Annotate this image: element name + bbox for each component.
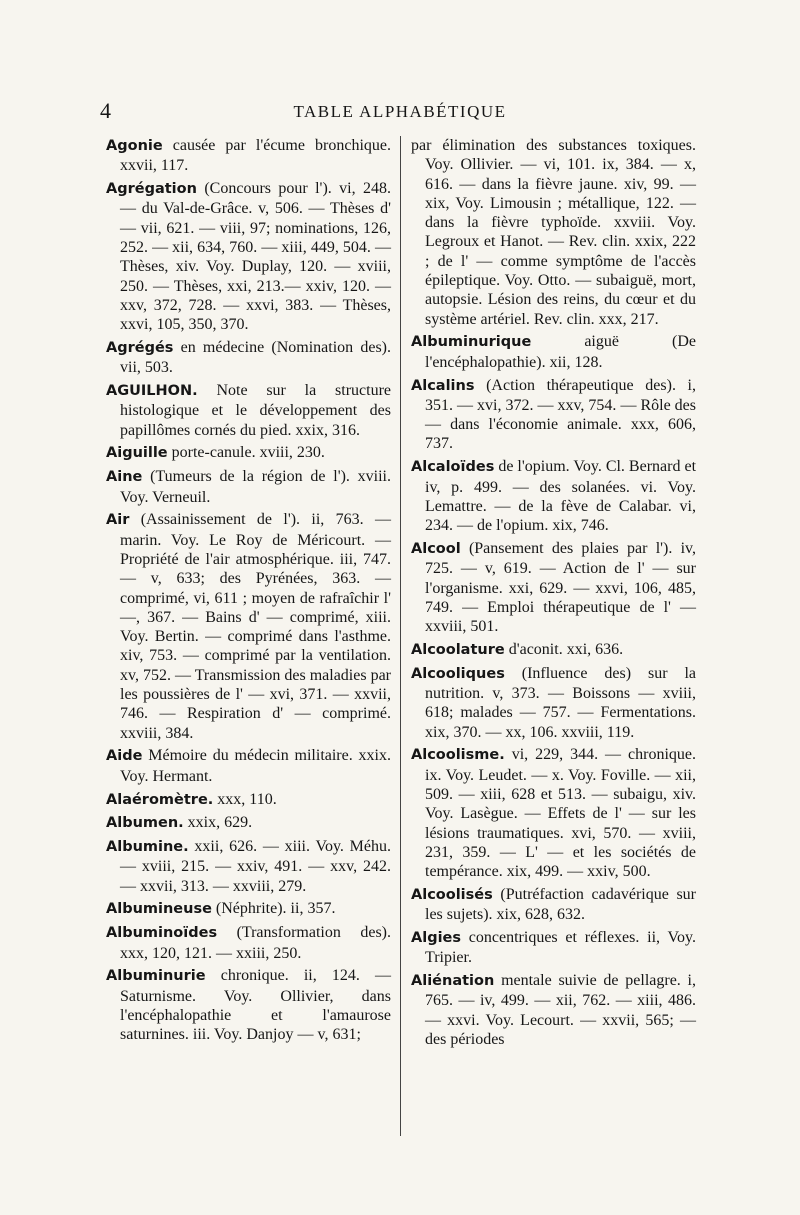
entry-references: (Pansement des plaies par l'). iv, 725. — v, 619. — Action de l' — sur l'organisme. xxi, 629. — xxvi, 106, 485, 749. — Emploi thérapeutique de l' — xxviii, 501. xyxy=(425,539,697,636)
index-entry xyxy=(106,179,391,334)
entry-references: (Transformation des). xxx, 120, 121. — xxiii, 250. xyxy=(120,924,391,962)
entry-headword: Alcoolature xyxy=(411,641,505,658)
index-entry xyxy=(106,923,391,963)
entry-headword: Agrégation xyxy=(106,181,197,198)
entry-headword: Aide xyxy=(106,748,143,765)
index-entry xyxy=(106,510,391,743)
entry-references: (Putréfaction cadavérique sur les sujets). xix, 628, 632. xyxy=(425,885,697,924)
index-entry xyxy=(106,813,391,833)
index-entry xyxy=(106,467,391,507)
entry-references: porte-canule. xviii, 230. xyxy=(171,444,325,462)
entry-references: (Influence des) sur la nutrition. v, 373. — Boissons — xviii, 618; malades — 757. — Fermentations. xix, 370. — xx, 106. xxviii, 119. xyxy=(425,664,696,741)
entry-headword: Algies xyxy=(411,930,462,947)
entry-references: vi, 229, 344. — chronique. ix. Voy. Leudet. — x. Voy. Foville. — xii, 509. — xiii, 628 et 513. — subaigu, xiv. Voy. Lasègue. — Effets de l' — sur les lésions traumatiques. xvi, 570. — xviii, 231, 359. — L' — et les sociétés de tempérance. xix, 499. — xxiv, 500. xyxy=(425,746,696,881)
entry-references: (Action thérapeutique des). i, 351. — xvi, 372. — xxv, 754. — Rôle des — dans l'économie animale. xxx, 606, 737. xyxy=(425,376,697,453)
index-entry xyxy=(106,381,391,440)
entry-references: de l'opium. Voy. Cl. Bernard et iv, p. 499. — des solanées. vi. Voy. Lemattre. — de la fève de Calabar. vi, 234. — de l'opium. xix, 746. xyxy=(425,458,697,535)
entry-headword: Alcalins xyxy=(411,377,475,394)
entry-headword: Alcooliques xyxy=(411,665,505,682)
entry-references: (Concours pour l'). vi, 248. — du Val-de-Grâce. v, 506. — Thèses d' — vii, 621. — viii, 97; nominations, 126, 252. — xii, 634, 760. — xiii, 449, 504. — Thèses, xiv. Voy. Duplay, 120. — xviii, 250. — Thèses, xxi, 213.— xxiv, 120. — xxv, 372, 728. — xxvi, 383. — Thèses, xxvi, 105, 350, 370. xyxy=(120,180,392,334)
right-column xyxy=(411,136,696,1053)
page-number: 4 xyxy=(100,98,111,123)
entry-references: mentale suivie de pellagre. i, 765. — iv, 499. — xii, 762. — xiii, 486. — xxvi. Voy. Lecourt. — xxvii, 565; — des périodes xyxy=(425,972,697,1049)
entry-headword: AGUILHON. xyxy=(106,383,198,400)
entry-references: (Néphrite). ii, 357. xyxy=(215,900,336,918)
entry-headword: Alcaloïdes xyxy=(411,459,495,476)
entry-headword: Aiguille xyxy=(106,445,168,462)
entry-references: causée par l'écume bronchique. xxvii, 117. xyxy=(120,137,391,175)
entry-references: Note sur la structure histologique et le développement des papillômes cornés du pied. xxix, 316. xyxy=(120,382,391,439)
index-entry xyxy=(411,332,696,372)
entry-references: chronique. ii, 124. — Saturnisme. Voy. Ollivier, dans l'encéphalopathie et l'amaurose saturnines. iii. Voy. Danjoy — v, 631; xyxy=(120,967,391,1044)
running-title: TABLE ALPHABÉTIQUE xyxy=(293,102,507,121)
entry-headword: Albumineuse xyxy=(106,901,212,918)
index-entry xyxy=(106,837,391,896)
entry-references: concentriques et réflexes. ii, Voy. Tripier. xyxy=(425,929,696,967)
index-entry xyxy=(106,136,391,176)
entry-headword: Albumen. xyxy=(106,815,184,832)
index-entry xyxy=(411,640,696,660)
entry-references: (Tumeurs de la région de l'). xviii. Voy. Verneuil. xyxy=(120,468,392,506)
entry-references: xxii, 626. — xiii. Voy. Méhu. — xviii, 215. — xxiv, 491. — xxv, 242. — xxvii, 313. — xxviii, 279. xyxy=(120,838,392,895)
entry-references: xxix, 629. xyxy=(187,814,253,832)
entry-headword: Air xyxy=(106,512,130,529)
entry-headword: Albumine. xyxy=(106,839,189,856)
entry-references: d'aconit. xxi, 636. xyxy=(508,640,624,658)
entry-headword: Agonie xyxy=(106,138,163,154)
index-entry xyxy=(106,338,391,378)
index-entry xyxy=(106,746,391,786)
index-entry xyxy=(411,136,696,329)
index-entry xyxy=(411,745,696,881)
entry-references: par élimination des substances toxiques. Voy. Ollivier. — vi, 101. ix, 384. — x, 616. — dans la fièvre jaune. xiv, 99. — xix, Voy. Limousin ; métallique, 122. — dans la fièvre typhoïde. xxviii. Voy. Legroux et Hanot. — Rev. clin. xxix, 222 ; de l' — comme symptôme de l'accès épileptique. Voy. Otto. — subaiguë, mort, autopsie. Lésion des reins, du cœur et du système artériel. Rev. clin. xxx, 217. xyxy=(411,137,696,328)
entry-headword: Alaéromètre. xyxy=(106,791,214,808)
entry-headword: Alcool xyxy=(411,540,461,557)
column-divider xyxy=(400,136,401,1136)
left-column xyxy=(106,136,391,1048)
index-entry xyxy=(411,457,696,535)
index-entry xyxy=(106,443,391,463)
entry-headword: Alcoolisés xyxy=(411,886,493,903)
index-entry xyxy=(411,664,696,742)
entry-headword: Albuminurique xyxy=(411,334,532,351)
entry-headword: Albuminoïdes xyxy=(106,925,218,942)
index-entry xyxy=(411,376,696,454)
entry-headword: Aine xyxy=(106,469,143,486)
index-entry xyxy=(411,885,696,925)
entry-headword: Albuminurie xyxy=(106,968,206,985)
index-entry xyxy=(411,539,696,636)
entry-headword: Aliénation xyxy=(411,973,495,990)
entry-references: (Assainissement de l'). ii, 763. — marin. Voy. Le Roy de Méricourt. — Propriété de l'air atmosphérique. iii, 747. — v, 633; des Pyrénées, 363. — comprimé, vi, 611 ; moyen de rafraîchir l' —, 367. — Bains d' — comprimé, xiii. Voy. Bertin. — comprimé dans l'asthme. xiv, 753. — comprimé par la ventilation. xv, 752. — Transmission des maladies par les poussières de l' — xvi, 371. — xxvii, 746. — Respiration d' — comprimé. xxviii, 384. xyxy=(120,511,391,742)
index-entry xyxy=(411,971,696,1049)
index-entry xyxy=(106,790,391,810)
page-header xyxy=(0,98,800,128)
entry-references: en médecine (Nomination des). vii, 503. xyxy=(120,338,391,377)
index-entry xyxy=(411,928,696,968)
entry-headword: Alcoolisme. xyxy=(411,747,505,764)
entry-references: xxx, 110. xyxy=(217,790,277,808)
entry-references: aiguë (De l'encéphalopathie). xii, 128. xyxy=(425,333,696,371)
entry-references: Mémoire du médecin militaire. xxix. Voy. Hermant. xyxy=(120,747,392,785)
index-entry xyxy=(106,966,391,1044)
index-entry xyxy=(106,899,391,919)
entry-headword: Agrégés xyxy=(106,339,174,356)
